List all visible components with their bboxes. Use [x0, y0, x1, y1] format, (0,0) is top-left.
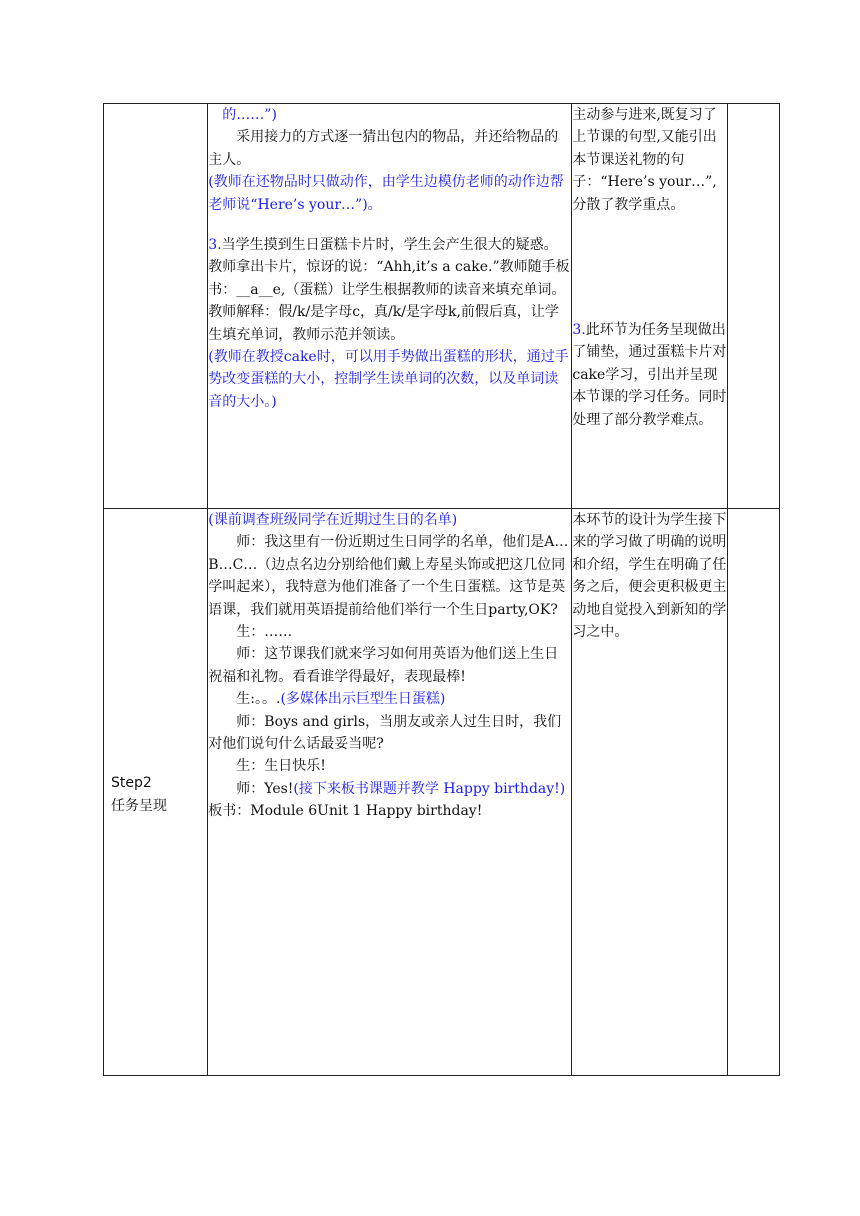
dialogue-line — [208, 778, 571, 800]
activity-cell — [208, 509, 572, 1076]
dialogue-line: 师：Boys and girls，当朋友或亲人过生日时，我们对他们说句什么话最妥当呢? — [208, 713, 562, 753]
intent-step-3 — [572, 319, 726, 431]
dialogue-line: 师：我这里有一份近期过生日同学的名单，他们是A…B…C…（边点名边分别给他们戴上寿星头饰或把这几位同学叫起来），我特意为他们准备了一个生日蛋糕。这节是英语课，我们就用英语提前给他们举行一个生日party,OK? — [208, 534, 569, 618]
step-title: 任务呈现 — [111, 798, 167, 814]
teacher-note: (多媒体出示巨型生日蛋糕) — [280, 691, 446, 708]
intent-text: 本环节的设计为学生接下来的学习做了明确的说明和介绍，学生在明确了任务之后，便会更积极更主动地自觉投入到新知的学习之中。 — [572, 512, 727, 641]
notes-cell — [727, 104, 779, 509]
design-intent-cell — [572, 104, 727, 509]
lesson-plan-table — [103, 103, 780, 1076]
teacher-note: (接下来板书课题并教学 Happy birthday!) — [293, 780, 566, 797]
intent-text: 主动参与进来,既复习了上节课的句型,又能引出本节课送礼物的句子：“Here’s your…”,分散了教学重点。 — [572, 107, 717, 213]
intent-text: 此环节为任务呈现做出了铺垫，通过蛋糕卡片对cake学习，引出并呈现本节课的学习任务。同时处理了部分教学难点。 — [572, 322, 727, 428]
dialogue-line: 生：…… — [236, 624, 293, 641]
dialogue-line — [208, 688, 571, 710]
step-label — [111, 772, 167, 818]
teacher-note: (教师在还物品时只做动作，由学生边模仿老师的动作边帮老师说“Here’s your…”)。 — [208, 174, 564, 213]
activity-text: 当学生摸到生日蛋糕卡片时，学生会产生很大的疑惑。教师拿出卡片，惊讶的说：“Ahh,it’s a cake.”教师随手板书：__a__e,（蛋糕）让学生根据教师的读音来填充单词。教师解释：假/k/是字母c，真/k/是字母k,前假后真，让学生填充单词，教师示范并领读。 — [208, 237, 570, 343]
teacher-note: (教师在教授cake时，可以用手势做出蛋糕的形状，通过手势改变蛋糕的大小，控制学生读单词的次数，以及单词读音的大小。) — [208, 349, 569, 410]
activity-text: 的……”) — [222, 107, 277, 123]
table-row — [104, 104, 780, 509]
teacher-note: (课前调查班级同学在近期过生日的名单) — [208, 512, 458, 528]
step-number: 3. — [208, 237, 222, 254]
table-row — [104, 509, 780, 1076]
activity-cell — [208, 104, 572, 509]
activity-text: 采用接力的方式逐一猜出包内的物品，并还给物品的主人。 — [208, 129, 559, 168]
step-number: 3. — [572, 322, 586, 339]
notes-cell — [727, 509, 779, 1076]
board-writing: 板书：Module 6Unit 1 Happy birthday! — [208, 803, 483, 820]
step-number-label: Step2 — [111, 775, 152, 791]
activity-step-3 — [208, 234, 571, 346]
dialogue-text: 生:。。. — [236, 691, 281, 708]
dialogue-line: 师：这节课我们就来学习如何用英语为他们送上生日祝福和礼物。看看谁学得最好，表现最棒! — [208, 646, 559, 685]
design-intent-cell — [572, 509, 727, 1076]
step-cell — [104, 104, 208, 509]
dialogue-line: 生：生日快乐! — [236, 758, 326, 775]
dialogue-text: 师：Yes! — [236, 780, 294, 797]
